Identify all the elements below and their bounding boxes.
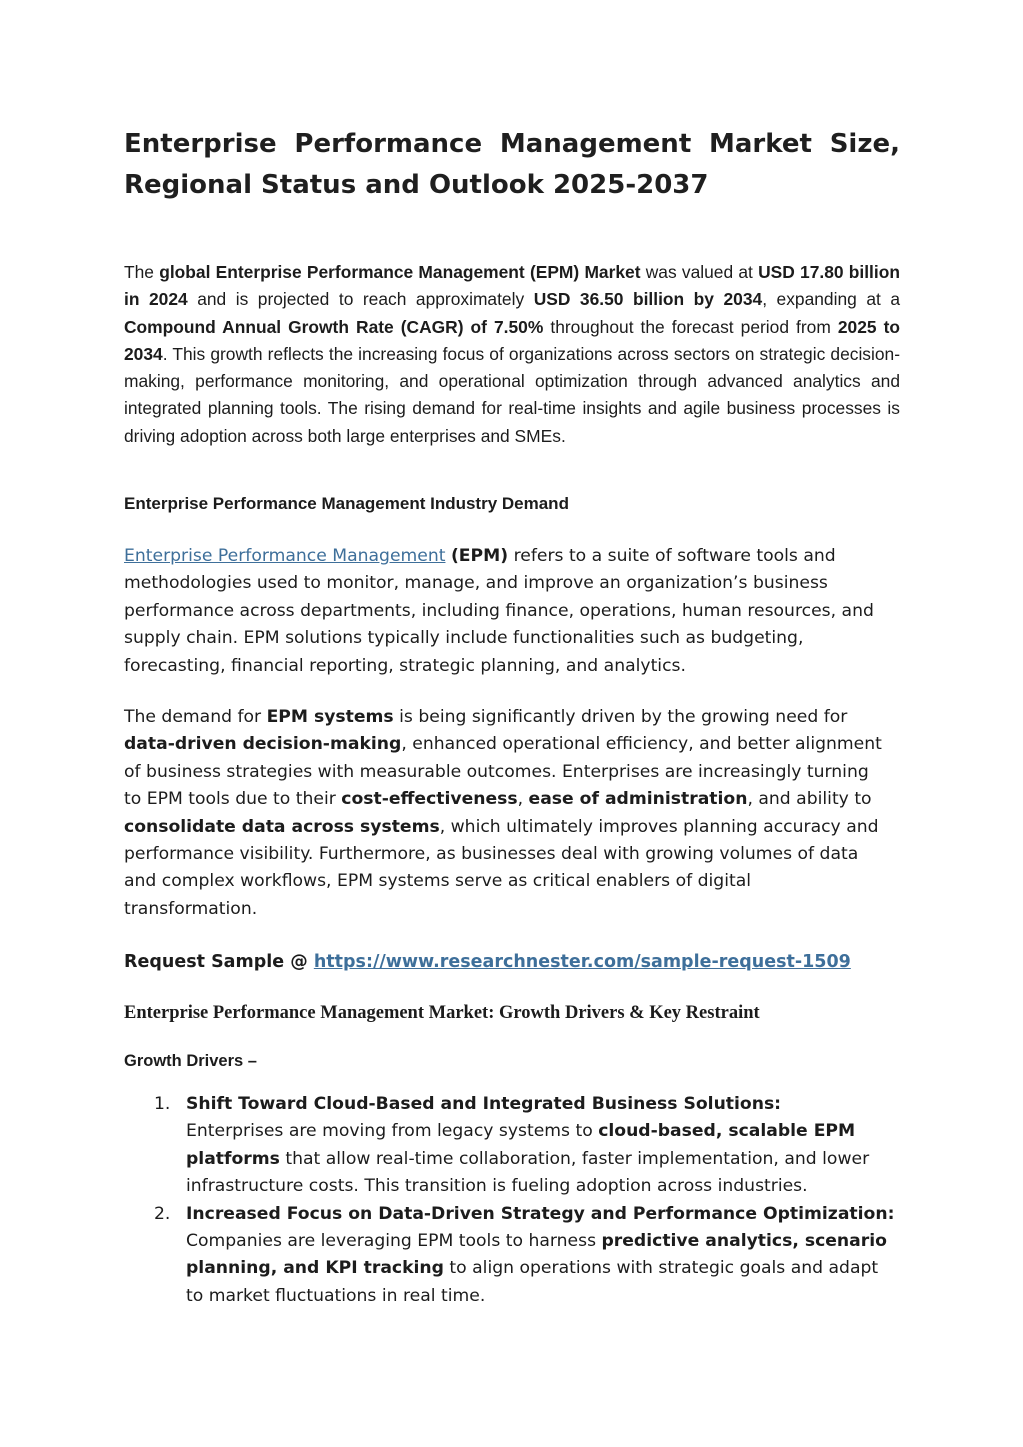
intro-bold: Compound Annual Growth Rate (CAGR) of 7.50% bbox=[124, 316, 544, 337]
para-text: , enhanced operational efficiency, and better alignment of business strategies with measurable outcomes. Enterprises are increasingly turning to EPM tools due to their bbox=[124, 734, 882, 810]
page-title bbox=[124, 124, 900, 206]
intro-bold: USD 36.50 billion by 2034 bbox=[533, 289, 763, 310]
driver-bold: predictive analytics, scenario planning, and KPI tracking bbox=[186, 1231, 887, 1279]
title-word: Size, bbox=[829, 129, 900, 159]
request-label: Request Sample @ bbox=[124, 952, 314, 972]
para-bold: (EPM) bbox=[450, 546, 509, 566]
request-sample-line bbox=[124, 948, 851, 976]
intro-text: was valued at bbox=[640, 262, 759, 282]
driver-text: Enterprises are moving from legacy systems to bbox=[186, 1121, 599, 1142]
title-word: Market bbox=[709, 129, 812, 159]
list-item bbox=[150, 1091, 900, 1201]
para-text: , bbox=[517, 789, 529, 810]
para-bold: cost-effectiveness bbox=[341, 789, 518, 810]
intro-text: . This growth reflects the increasing focus of organizations across sectors on strategic decision-making, performance monitoring, and operational optimization through advanced analytics and integrated planning tools. The rising demand for real-time insights and agile business processes is driving adoption across both large enterprises and SMEs. bbox=[124, 343, 900, 446]
list-item bbox=[150, 1201, 900, 1311]
title-word: Management bbox=[499, 129, 692, 159]
intro-bold: 2025 to 2034 bbox=[124, 316, 900, 364]
intro-bold: USD 17.80 billion in 2024 bbox=[124, 262, 900, 310]
para-text: , which ultimately improves planning accuracy and performance visibility. Furthermore, as businesses deal with growing volumes of data and complex workflows, EPM systems serve as critical enablers of digital transformation. bbox=[124, 816, 879, 919]
driver-title: Shift Toward Cloud-Based and Integrated Business Solutions: bbox=[186, 1094, 782, 1114]
intro-text: , expanding at a bbox=[762, 289, 901, 310]
intro-text: and is projected to reach approximately bbox=[187, 289, 534, 310]
para-text: refers to a suite of software tools and methodologies used to monitor, manage, and improve an organization’s business performance across departments, including finance, operations, human resources, and supply chain. EPM solutions typically include functionalities such as budgeting, forecasting, financial reporting, strategic planning, and analytics. bbox=[124, 546, 874, 676]
title-word: Performance bbox=[294, 129, 483, 159]
driver-title: Increased Focus on Data-Driven Strategy and Performance Optimization: bbox=[186, 1203, 895, 1224]
intro-text: throughout the forecast period from bbox=[543, 316, 838, 337]
growth-section-heading: Enterprise Performance Management Market: Growth Drivers & Key Restraint bbox=[124, 1003, 760, 1023]
driver-text: Companies are leveraging EPM tools to harness bbox=[186, 1231, 602, 1252]
intro-paragraph bbox=[124, 259, 900, 450]
demand-heading: Enterprise Performance Management Industry Demand bbox=[124, 494, 569, 513]
driver-bold: cloud-based, scalable EPM platforms bbox=[186, 1121, 856, 1169]
epm-link[interactable]: Enterprise Performance Management bbox=[124, 546, 446, 566]
epm-demand-paragraph bbox=[124, 704, 884, 923]
intro-bold: global Enterprise Performance Management (EPM) Market bbox=[159, 262, 641, 282]
list-number: 1. bbox=[154, 1094, 171, 1114]
driver-text: to align operations with strategic goals and adapt to market fluctuations in real time. bbox=[186, 1258, 879, 1306]
para-bold: EPM systems bbox=[266, 707, 394, 727]
title-word: Enterprise bbox=[124, 129, 277, 159]
epm-definition-paragraph bbox=[124, 543, 884, 680]
para-text: , and ability to bbox=[747, 789, 872, 810]
title-line-2: Regional Status and Outlook 2025-2037 bbox=[124, 170, 709, 200]
para-bold: ease of administration bbox=[528, 789, 748, 810]
para-bold: data-driven decision-making bbox=[124, 734, 402, 755]
growth-drivers-heading: Growth Drivers – bbox=[124, 1052, 257, 1070]
para-bold: consolidate data across systems bbox=[124, 816, 440, 837]
para-text: is being significantly driven by the growing need for bbox=[393, 707, 848, 727]
title-line-1 bbox=[124, 124, 900, 165]
intro-text: The bbox=[124, 262, 160, 282]
driver-text: that allow real-time collaboration, faster implementation, and lower infrastructure costs. This transition is fueling adoption across industries. bbox=[186, 1148, 870, 1197]
para-text: The demand for bbox=[124, 707, 267, 727]
sample-request-link[interactable]: https://www.researchnester.com/sample-request-1509 bbox=[313, 952, 851, 972]
list-number: 2. bbox=[154, 1203, 171, 1224]
growth-drivers-list bbox=[150, 1091, 900, 1310]
